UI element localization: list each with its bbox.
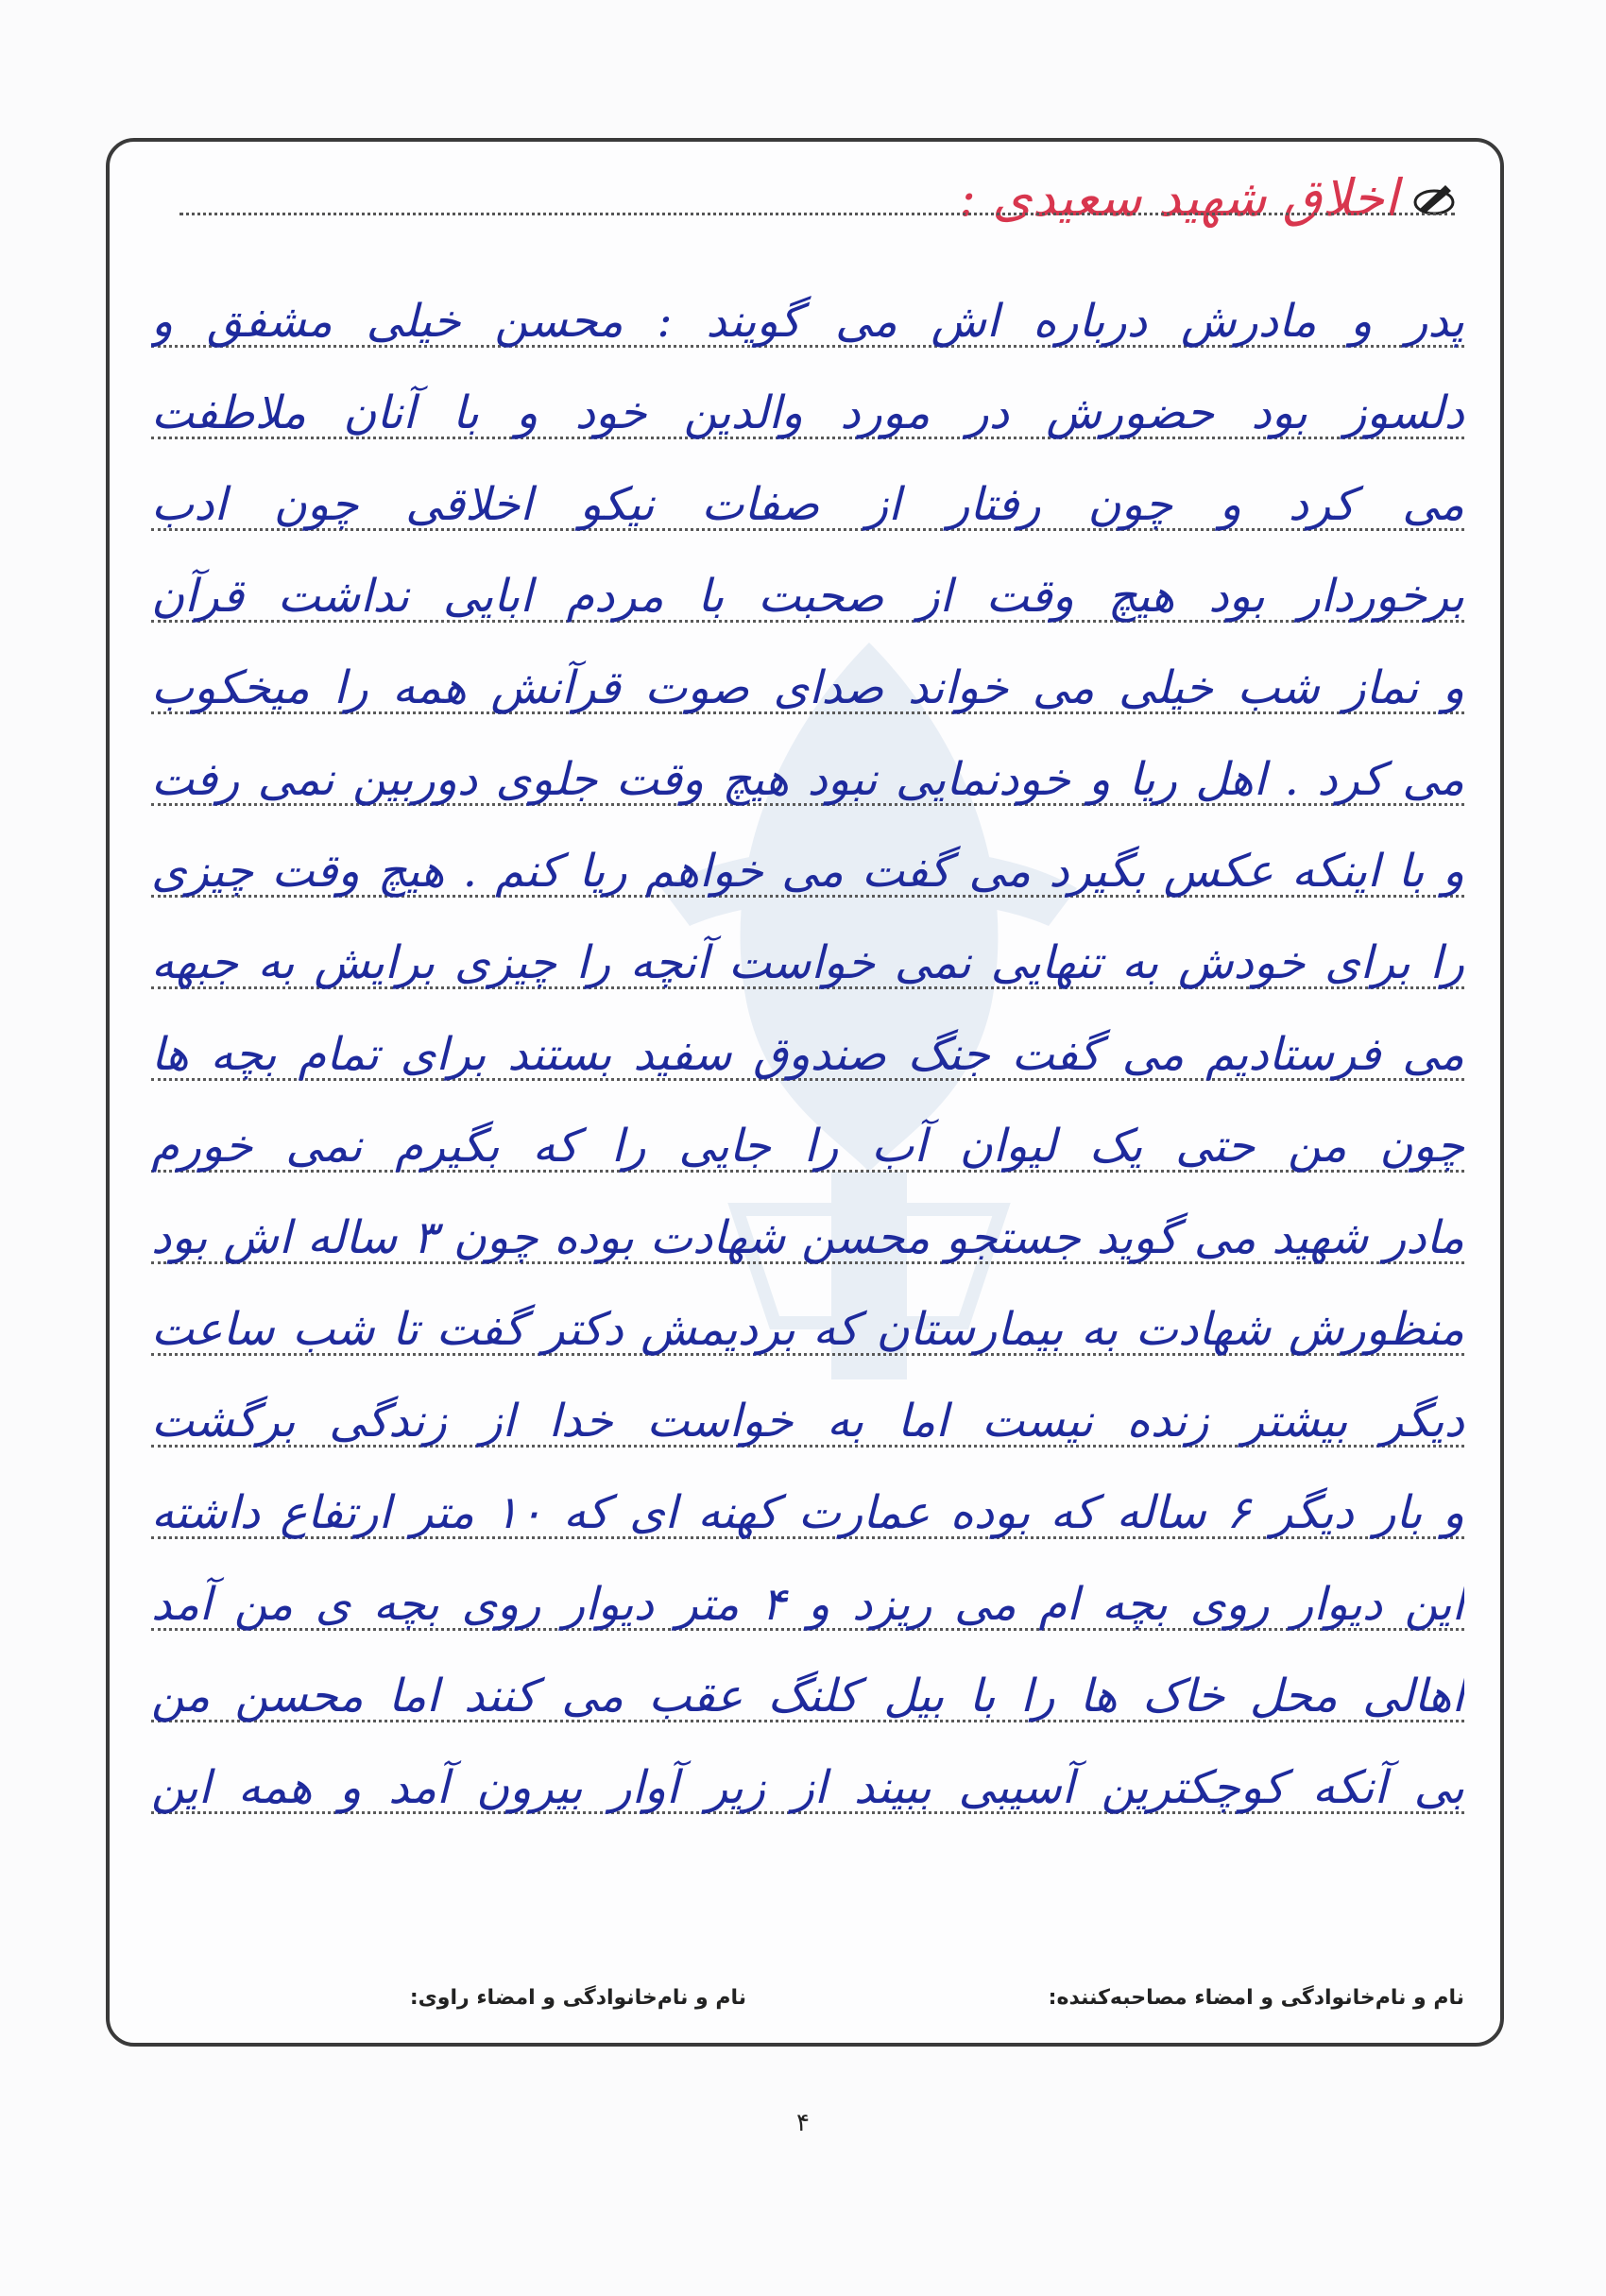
line-text: و بار دیگر ۶ ساله که بوده عمارت کهنه ای که ۱۰ متر ارتفاع داشته: [151, 1486, 1464, 1539]
handwritten-line-12: [151, 1292, 1464, 1367]
line-text: دیگر بیشتر زنده نیست اما به خواست خدا از زندگی برگشت: [151, 1395, 1464, 1448]
line-text: را برای خودش به تنهایی نمی خواست آنچه را چیزی برایش به جبهه: [151, 936, 1464, 989]
line-text: می کرد . اهل ریا و خودنمایی نبود هیچ وقت جلوی دوربین نمی رفت: [151, 753, 1464, 806]
handwritten-line-9: [151, 1017, 1464, 1092]
page-number: ۴: [796, 2109, 810, 2137]
handwritten-line-15: [151, 1567, 1464, 1642]
line-text: بی آنکه کوچکترین آسیبی ببیند از زیر آوار بیرون آمد و همه این: [151, 1761, 1464, 1814]
handwritten-line-3: [151, 467, 1464, 542]
handwritten-line-4: [151, 558, 1464, 634]
pen-writing-icon: [1413, 180, 1455, 217]
handwritten-line-10: [151, 1108, 1464, 1184]
handwritten-line-7: [151, 833, 1464, 909]
line-text: چون من حتی یک لیوان آب را جایی را که بگیرم نمی خورم: [151, 1120, 1464, 1173]
line-text: و با اینکه عکس بگیرد می گفت می خواهم ریا کنم . هیچ وقت چیزی: [151, 845, 1464, 898]
signature-footer: [179, 1975, 1464, 2022]
handwritten-line-6: [151, 742, 1464, 817]
handwritten-line-13: [151, 1383, 1464, 1459]
title-row: [179, 166, 1455, 232]
line-text: برخوردار بود هیچ وقت از صحبت با مردم ابایی نداشت قرآن: [151, 570, 1464, 623]
line-text: می کرد و چون رفتار از صفات نیکو اخلاقی چون ادب: [151, 478, 1464, 531]
line-text: اهالی محل خاک ها را با بیل کلنگ عقب می کنند اما محسن من: [151, 1670, 1464, 1722]
line-text: دلسوز بود حضورش در مورد والدین خود و با آنان ملاطفت: [151, 386, 1464, 439]
line-text: مادر شهید می گوید جستجو محسن شهادت بوده چون ۳ ساله اش بود: [151, 1211, 1464, 1264]
title-dotted-rule: [179, 213, 1455, 215]
line-text: پدر و مادرش درباره اش می گویند : محسن خیلی مشفق و: [151, 295, 1464, 348]
handwritten-line-8: [151, 925, 1464, 1001]
handwritten-line-14: [151, 1475, 1464, 1551]
narrator-signature-label: نام و نام‌خانوادگی و امضاء راوی:: [409, 1986, 746, 2010]
line-text: منظورش شهادت به بیمارستان که بردیمش دکتر گفت تا شب ساعت: [151, 1303, 1464, 1356]
handwritten-line-17: [151, 1750, 1464, 1825]
handwritten-line-1: [151, 283, 1464, 359]
interviewer-signature-label: نام و نام‌خانوادگی و امضاء مصاحبه‌کننده:: [1048, 1986, 1464, 2010]
line-text: این دیوار روی بچه ام می ریزد و ۴ متر دیوار روی بچه ی من آمد: [151, 1578, 1464, 1631]
handwritten-line-11: [151, 1200, 1464, 1276]
handwritten-line-5: [151, 650, 1464, 726]
page-title: اخلاق شهید سعیدی :: [958, 168, 1398, 228]
handwritten-line-2: [151, 375, 1464, 451]
handwritten-line-16: [151, 1658, 1464, 1734]
line-text: و نماز شب خیلی می خواند صدای صوت قرآنش همه را میخکوب: [151, 661, 1464, 714]
line-text: می فرستادیم می گفت جنگ صندوق سفید بستند برای تمام بچه ها: [151, 1028, 1464, 1081]
